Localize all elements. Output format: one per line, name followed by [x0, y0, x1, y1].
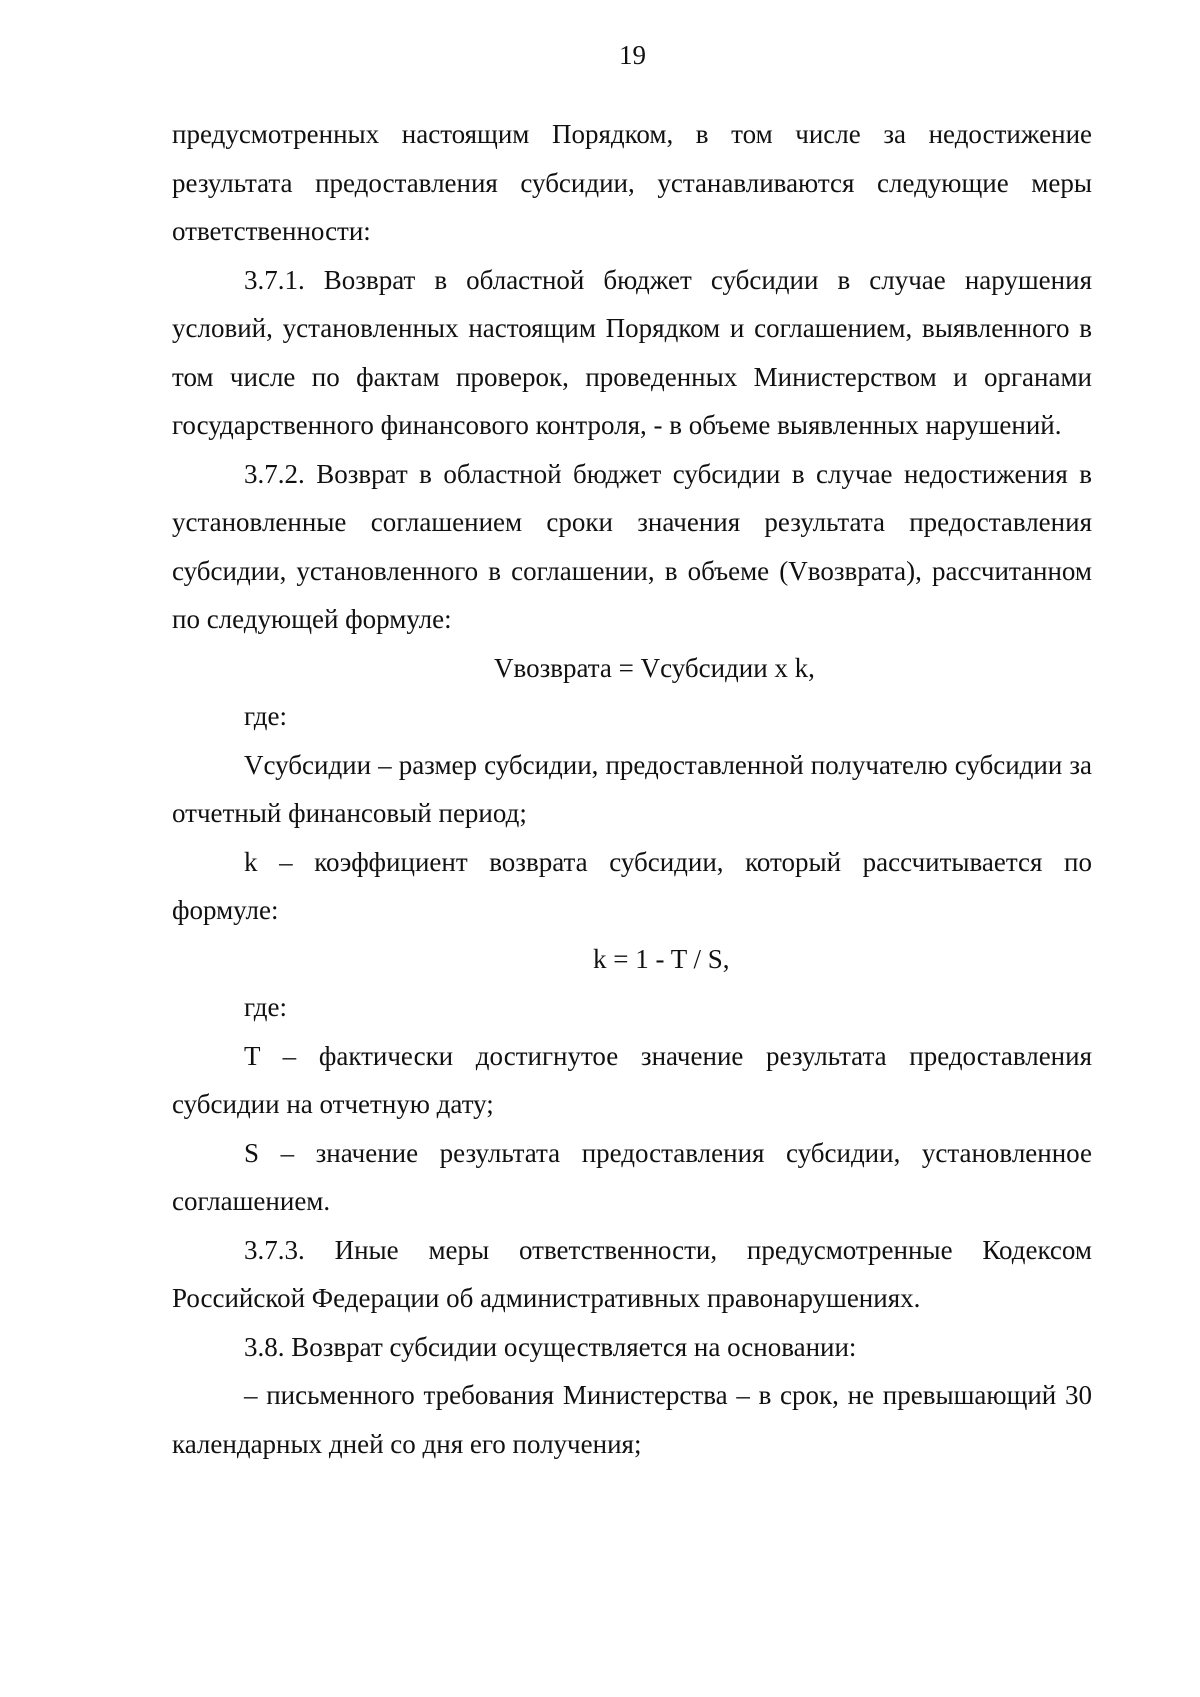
paragraph-t-definition: T – фактически достигнутое значение результата предоставления субсидии на отчетную дату; [172, 1040, 1092, 1119]
document-body [172, 110, 1092, 1468]
paragraph-written-requirement: – письменного требования Министерства – в срок, не превышающий 30 календарных дней со дня его получения; [172, 1380, 1092, 1459]
paragraph-continuation: предусмотренных настоящим Порядком, в том числе за недостижение результата предоставления субсидии, устанавливаются следующие меры ответственности: [172, 119, 1092, 246]
formula-coefficient: k = 1 - T / S, [593, 943, 730, 974]
paragraph-s-definition: S – значение результата предоставления субсидии, установленное соглашением. [172, 1137, 1092, 1216]
formula-return-volume: Vвозврата = Vсубсидии x k, [494, 652, 815, 683]
page-number: 19 [619, 40, 646, 70]
paragraph-3-7-1: 3.7.1. Возврат в областной бюджет субсидии в случае нарушения условий, установленных настоящим Порядком и соглашением, выявленного в том числе по фактам проверок, проведенных Министерством и органами государственного финансового контроля, - в объеме выявленных нарушений. [172, 264, 1092, 440]
where-label-1: где: [244, 701, 287, 731]
paragraph-k-definition: k – коэффициент возврата субсидии, который рассчитывается по формуле: [172, 846, 1092, 925]
where-label-2: где: [244, 992, 287, 1022]
paragraph-v-subsidy-definition: Vсубсидии – размер субсидии, предоставленной получателю субсидии за отчетный финансовый период; [172, 749, 1092, 828]
paragraph-3-7-2: 3.7.2. Возврат в областной бюджет субсидии в случае недостижения в установленные соглашением сроки значения результата предоставления субсидии, установленного в соглашении, в объеме (Vвозврата), рассчитанном по следующей формуле: [172, 458, 1092, 634]
paragraph-3-7-3: 3.7.3. Иные меры ответственности, предусмотренные Кодексом Российской Федерации об административных правонарушениях. [172, 1234, 1092, 1313]
paragraph-3-8: 3.8. Возврат субсидии осуществляется на основании: [244, 1331, 857, 1362]
